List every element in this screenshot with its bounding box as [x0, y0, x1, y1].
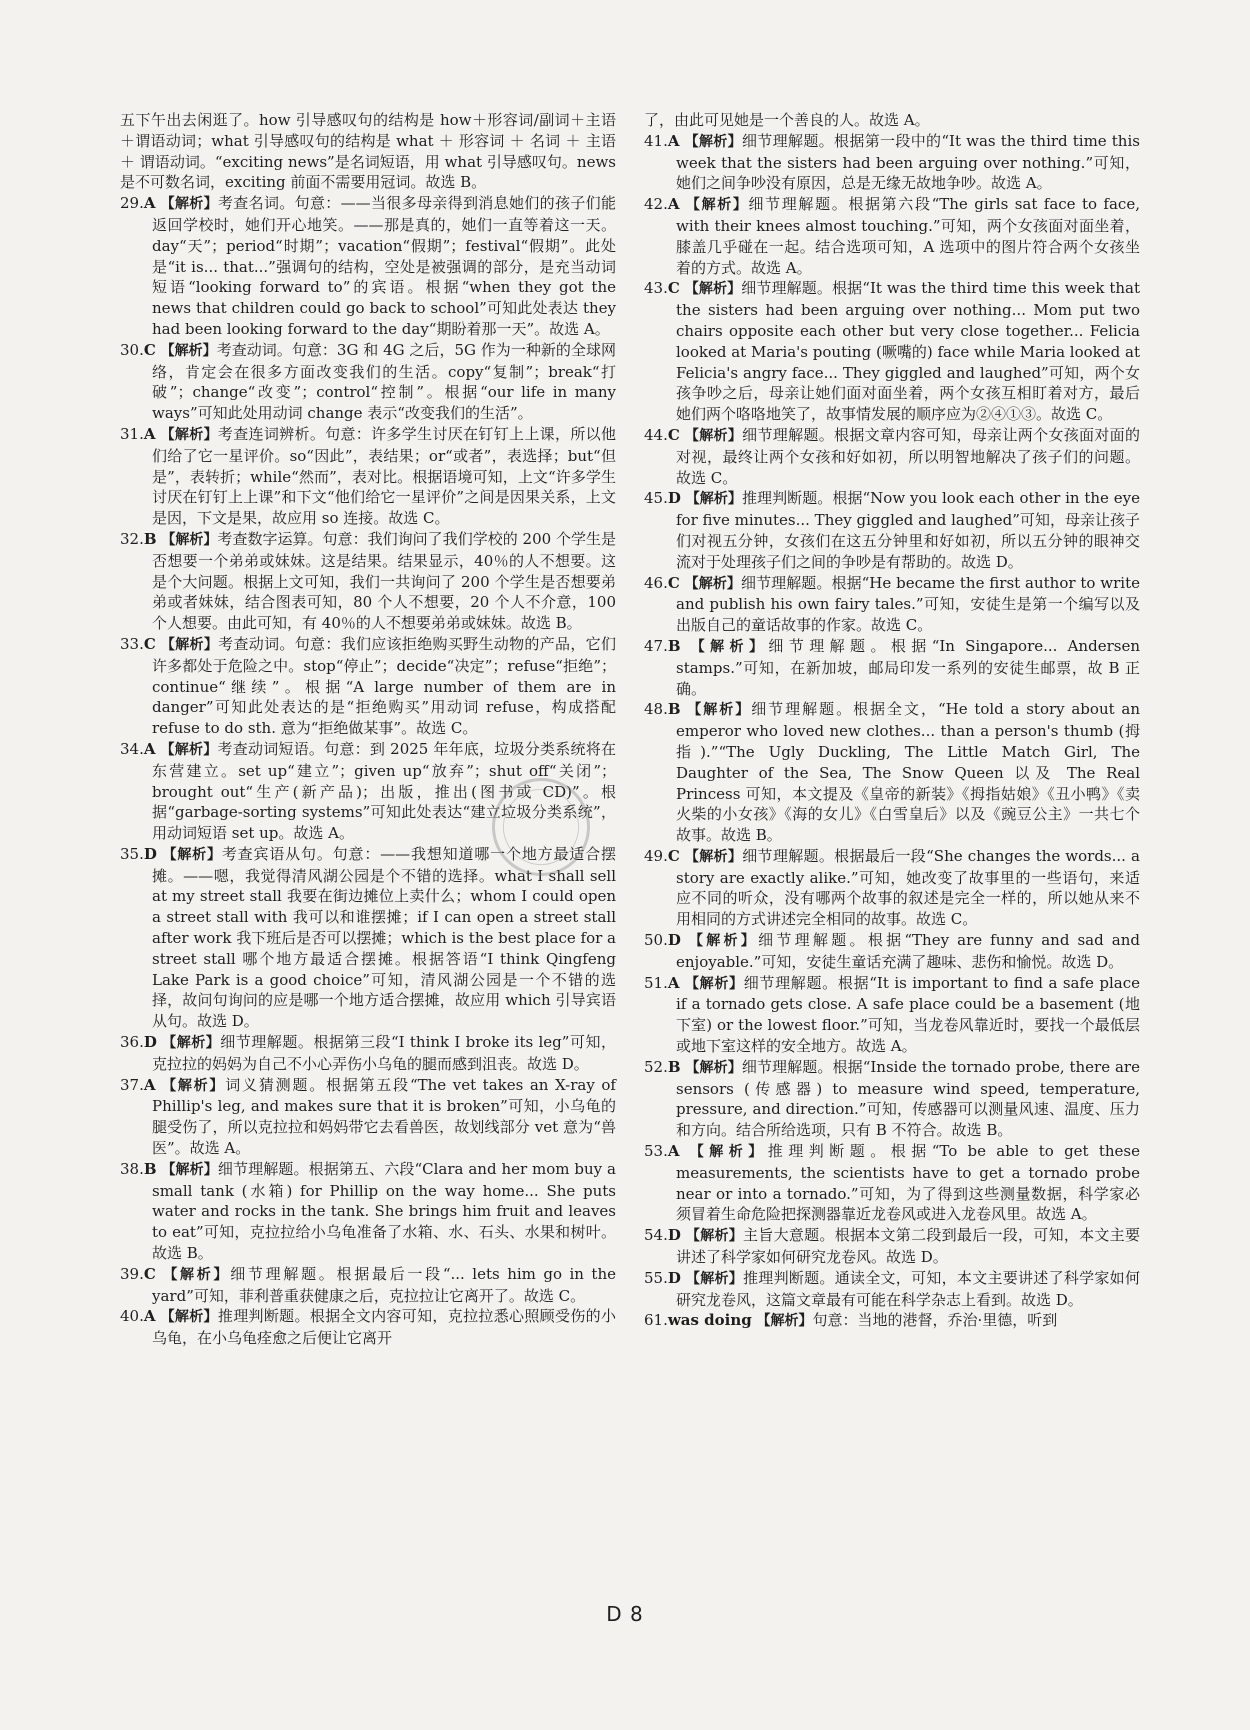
- explanation-text: 根据最后一段“... lets him go in the yard”可知，菲利普重获健康之后，克拉拉让它离开了。故选 C。: [152, 1264, 616, 1305]
- answer-letter: A: [143, 424, 156, 443]
- explanation-text: 根据第六段“The girls sat face to face, with their knees almost touching.”可知，两个女孩面对面坐着，膝盖几乎碰在一起。结合选项可知，A 选项中的图片符合两个女孩坐着的方式。故选 A。: [676, 195, 1140, 277]
- question-number: 43.: [644, 279, 668, 298]
- continued-text: [644, 110, 1140, 131]
- question-type: 细节理解题: [741, 279, 817, 298]
- analysis-tag: 【解析】: [685, 197, 749, 214]
- question-number: 30.: [120, 340, 144, 359]
- answer-entry: 53.A 【解析】推理判断题。根据“To be able to get these measurements, the scientists have to get a tornado probe near or into a tornado.”可知，为了得到这些测量数据，科学家必须冒着生命危险把探测器靠近龙卷风或进入龙卷风里。故选 A。: [644, 1142, 1140, 1224]
- answer-letter: C: [667, 279, 680, 298]
- explanation-text: 根据第五段“The vet takes an X-ray of Phillip's leg, and makes sure that it is broken”可知，小乌龟的腿受伤了，所以克拉拉和妈妈带它去看兽医，故划线部分 vet 意为“兽医”。故选 A。: [152, 1075, 616, 1158]
- explanation-text: 根据最后一段“She changes the words... a story are exactly alike.”可知，她改变了故事里的一些语句，来适应不同的听众，没有哪两个故事的叙述是完全一样的，所以她从来不用相同的方式讲述完全相同的故事。故选 C。: [676, 846, 1140, 929]
- answer-entry: [120, 340, 616, 424]
- question-number: 45.: [644, 489, 668, 508]
- question-number: 53.: [644, 1142, 668, 1161]
- answer-letter: B: [667, 1057, 681, 1076]
- explanation-text: 考查数字运算。句意：我们询问了我们学校的 200 个学生是否想要一个弟弟或妹妹。这是结果。结果显示，40％的人不想要。这是个大问题。根据上文可知，我们一共询问了 200 个学生是否想要弟弟或者妹妹，结合图表可知，80 个人不想要，20 个人不介意，100 个人想要。由此可知，有 40％的人不想要弟弟或妹妹。故选 B。: [152, 529, 617, 633]
- question-number: 51.: [644, 973, 668, 992]
- right-column: [644, 110, 1140, 1590]
- explanation-text: 句意：当地的港督，乔治·里德，听到: [812, 1311, 1058, 1330]
- two-column-body: [120, 110, 1140, 1590]
- question-number: 46.: [644, 573, 668, 592]
- question-number: 36.: [120, 1033, 144, 1052]
- answer-letter: B: [667, 636, 681, 655]
- analysis-tag: 【解析】: [162, 1035, 221, 1052]
- explanation-text: 五下午出去闲逛了。how 引导感叹句的结构是 how＋形容词/副词＋主语＋谓语动词；what 引导感叹句的结构是 what ＋ 形容词 ＋ 名词 ＋ 主语 ＋ 谓语动词。“exciting news”是名词短语，用 what 引导感叹句。news 是不可数名词，exciting 前面不需要用冠词。故选 B。: [120, 111, 616, 192]
- explanation-text: 根据第三段“I think I broke its leg”可知，克拉拉的妈妈为自己不小心弄伤小乌龟的腿而感到沮丧。故选 D。: [152, 1033, 616, 1073]
- answer-entry: [120, 634, 616, 739]
- analysis-tag: 【解析】: [684, 848, 743, 865]
- question-number: 44.: [644, 425, 668, 444]
- question-type: 细节理解题: [748, 195, 832, 214]
- analysis-tag: 【解析】: [685, 491, 742, 508]
- explanation-text: 根据全文内容可知，克拉拉悉心照顾受伤的小乌龟，在小乌龟痊愈之后便让它离开: [152, 1307, 616, 1348]
- answer-letter: C: [143, 634, 156, 653]
- page-number: D 8: [606, 1602, 644, 1626]
- analysis-tag: 【解析】: [162, 1077, 226, 1094]
- answer-letter: A: [143, 1307, 156, 1326]
- answer-entry: 36.D 【解析】细节理解题。根据第三段“I think I broke its leg”可知，克拉拉的妈妈为自己不小心弄伤小乌龟的腿而感到沮丧。故选 D。: [120, 1033, 616, 1073]
- answer-entry: [120, 193, 616, 340]
- analysis-tag: 【解析】: [160, 426, 218, 443]
- explanation-text: 考查连词辨析。句意：许多学生讨厌在钉钉上上课，所以他们给了它一星评价。so“因此”，表结果；or“或者”，表选择；but“但是”，表转折；while“然而”，表对比。根据语境可知，上文“许多学生讨厌在钉钉上上课”和下文“他们给它一星评价”之间是因果关系，上文是因，下文是果，故应用 so 连接。故选 C。: [152, 424, 616, 528]
- answer-letter: C: [143, 340, 156, 359]
- analysis-tag: 【解析】: [160, 342, 217, 359]
- question-number: 35.: [120, 844, 144, 863]
- question-type: 推理判断题: [741, 489, 818, 508]
- explanation-text: 考查动词。句意：我们应该拒绝购买野生动物的产品，它们许多都处于危险之中。stop“停止”；decide“决定”；refuse“拒绝”；continue“继续”。根据“A large number of them are in danger”可知此处表达的是“拒绝购买”用动词 refuse，构成搭配 refuse to do sth. 意为“拒绝做某事”。故选 C。: [152, 634, 617, 738]
- question-type: 细节理解题: [230, 1264, 319, 1283]
- question-type: 细节理解题: [741, 1057, 818, 1076]
- answer-letter: C: [667, 573, 680, 592]
- question-number: 48.: [644, 700, 668, 719]
- question-type: 推理判断题: [217, 1307, 295, 1326]
- answer-entry: [644, 1310, 1140, 1332]
- answer-entry: 39.C 【解析】细节理解题。根据最后一段“... lets him go in the yard”可知，菲利普重获健康之后，克拉拉让它离开了。故选 C。: [120, 1264, 616, 1305]
- analysis-tag: 【解析】: [685, 1270, 744, 1287]
- question-type: 细节理解题: [217, 1159, 294, 1178]
- question-type: 细节理解题: [220, 1033, 298, 1052]
- question-type: 推理判断题: [743, 1268, 820, 1287]
- explanation-text: 根据“It was the third time this week that the sisters had been arguing over nothing... Mom put two chairs opposite each other but very close together... Felicia looked at Maria's pouting (噘嘴的) face while Maria looked at Felicia's angry face... They giggled and laughed”可知，两个女孩争吵之后，母亲让她们面对面坐着，两个女孩互相盯着对方，最后她们两个咯咯地笑了，故事情发展的顺序应为②④①③。故选 C。: [676, 279, 1140, 424]
- answer-entry: 52.B 【解析】细节理解题。根据“Inside the tornado probe, there are sensors (传感器) to measure wind speed, temperature, pressure, and direction.”可知，传感器可以测量风速、温度、压力和方向。结合所给选项，只有 B 不符合。故选 B。: [644, 1057, 1140, 1140]
- answer-letter: A: [667, 973, 680, 992]
- question-number: 34.: [120, 739, 144, 758]
- answer-letter: A: [143, 739, 156, 758]
- answer-entry: 54.D 【解析】主旨大意题。根据本文第二段到最后一段，可知，本文主要讲述了科学家如何研究龙卷风。故选 D。: [644, 1226, 1140, 1267]
- analysis-tag: 【解析】: [684, 133, 742, 150]
- answer-entry: 51.A 【解析】细节理解题。根据“It is important to find a safe place if a tornado gets close. A safe place could be a basement (地下室) or the lowest floor.”可知，当龙卷风靠近时，要找一个最低层或地下室这样的安全地方。故选 A。: [644, 973, 1140, 1056]
- question-type: 细节理解题: [740, 573, 817, 592]
- question-number: 39.: [120, 1264, 144, 1283]
- question-number: 54.: [644, 1226, 668, 1245]
- answer-entry: 42.A 【解析】细节理解题。根据第六段“The girls sat face to face, with their knees almost touching.”可知，两个女孩面对面坐着，膝盖几乎碰在一起。结合选项可知，A 选项中的图片符合两个女孩坐着的方式。故选 A。: [644, 195, 1140, 277]
- question-number: 42.: [644, 195, 668, 214]
- answer-letter: A: [143, 1075, 156, 1094]
- answer-letter: C: [667, 846, 680, 865]
- answer-entry: 44.C 【解析】细节理解题。根据文章内容可知，母亲让两个女孩面对面的对视，最终让两个女孩和好如初，所以明智地解决了孩子们的问题。故选 C。: [644, 425, 1140, 487]
- analysis-tag: 【解析】: [684, 281, 742, 298]
- question-number: 61.: [644, 1311, 668, 1330]
- analysis-tag: 【解析】: [684, 575, 741, 592]
- analysis-tag: 【解析】: [685, 1228, 744, 1245]
- question-number: 29.: [120, 194, 144, 213]
- answer-entry: [120, 529, 616, 634]
- question-number: 40.: [120, 1307, 144, 1326]
- analysis-tag: 【解析】: [684, 975, 744, 992]
- answer-letter: C: [143, 1264, 156, 1283]
- analysis-tag: 【解析】: [160, 741, 218, 758]
- answer-letter: B: [667, 700, 681, 719]
- answer-entry: 46.C 【解析】细节理解题。根据“He became the first author to write and publish his own fairy tales.”可知，安徒生是第一个编写以及出版自己的童话故事的作家。故选 C。: [644, 573, 1140, 635]
- explanation-text: 考查动词短语。句意：到 2025 年年底，垃圾分类系统将在东营建立。set up“建立”；given up“放弃”；shut off“关闭”；brought out“生产(新产品)；出版，推出(图书或 CD)”。根据“garbage-sorting systems”可知此处表达“建立垃圾分类系统”，用动词短语 set up。故选 A。: [152, 739, 616, 843]
- answer-letter: B: [143, 529, 157, 548]
- analysis-tag: 【解析】: [161, 531, 218, 548]
- explanation-text: 根据“In Singapore... Andersen stamps.”可知，在新加坡，邮局印发一系列的安徒生邮票，故 B 正确。: [676, 636, 1140, 698]
- explanation-text: 根据全文，“He told a story about an emperor who loved new clothes... than a person's thumb (拇指).”“The Ugly Duckling, The Little Match Girl, The Daughter of the Sea, The Snow Queen 以及 The Real Princess 可知，本文提及《皇帝的新装》《拇指姑娘》《丑小鸭》《卖火柴的小女孩》《海的女儿》《白雪皇后》以及《豌豆公主》一共七个故事。故选 B。: [676, 700, 1140, 845]
- analysis-tag: 【解析】: [690, 638, 769, 655]
- question-number: 52.: [644, 1057, 668, 1076]
- analysis-tag: 【解析】: [688, 933, 759, 950]
- question-type: 细节理解题: [751, 700, 837, 719]
- question-type: 细节理解题: [742, 425, 819, 444]
- answer-letter: A: [143, 194, 156, 213]
- question-number: 33.: [120, 634, 144, 653]
- answer-letter: D: [143, 844, 157, 863]
- answer-letter: D: [667, 1226, 681, 1245]
- analysis-tag: 【解析】: [161, 1161, 218, 1178]
- answer-letter: D: [667, 489, 681, 508]
- question-number: 49.: [644, 846, 668, 865]
- analysis-tag: 【解析】: [687, 702, 752, 719]
- answer-letter: B: [143, 1159, 157, 1178]
- answer-letter: D: [667, 1268, 681, 1287]
- question-number: 50.: [644, 931, 668, 950]
- question-type: 细节理解题: [768, 636, 871, 655]
- explanation-text: 根据“They are funny and sad and enjoyable.”可知，安徒生童话充满了趣味、悲伤和愉悦。故选 D。: [676, 931, 1140, 971]
- analysis-tag: 【解析】: [160, 196, 218, 213]
- explanation-text: 根据“Now you look each other in the eye for five minutes... They giggled and laughed”可知，母亲让孩子们对视五分钟，女孩们在这五分钟里和好如初，所以五分钟的眼神交流对于处理孩子们之间的争吵是有帮助的。故选 D。: [676, 489, 1140, 571]
- question-type: 推理判断题: [767, 1142, 871, 1161]
- explanation-text: 根据第五、六段“Clara and her mom buy a small tank (水箱) for Phillip on the way home... She puts water and rocks in the tank. She brings him fruit and leaves to eat”可知，克拉拉给小乌龟准备了水箱、水、石头、水果和树叶。故选 B。: [152, 1159, 616, 1263]
- explanation-text: 根据第一段中的“It was the third time this week that the sisters had been arguing over nothing.”可知，她们之间争吵没有原因，总是无缘无故地争吵。故选 A。: [676, 131, 1140, 193]
- question-type: 词义猜测题: [225, 1075, 310, 1094]
- explanation-text: 了，由此可见她是一个善良的人。故选 A。: [644, 111, 930, 129]
- question-type: 细节理解题: [742, 846, 819, 865]
- question-type: 细节理解题: [741, 131, 819, 150]
- question-type: 主旨大意题: [743, 1226, 820, 1245]
- explanation-text: 根据“It is important to find a safe place if a tornado gets close. A safe place could be a basement (地下室) or the lowest floor.”可知，当龙卷风靠近时，要找一个最低层或地下室这样的安全地方。故选 A。: [676, 973, 1140, 1056]
- question-number: 32.: [120, 529, 144, 548]
- question-number: 37.: [120, 1075, 144, 1094]
- answer-entry: [120, 424, 616, 529]
- answer-letter: A: [667, 1142, 680, 1161]
- question-number: 38.: [120, 1159, 144, 1178]
- answer-entry: 41.A 【解析】细节理解题。根据第一段中的“It was the third time this week that the sisters had been arguing over nothing.”可知，她们之间争吵没有原因，总是无缘无故地争吵。故选 A。: [644, 131, 1140, 193]
- answer-entry: 47.B 【解析】细节理解题。根据“In Singapore... Andersen stamps.”可知，在新加坡，邮局印发一系列的安徒生邮票，故 B 正确。: [644, 636, 1140, 698]
- question-number: 55.: [644, 1268, 668, 1287]
- answer-entry: 40.A 【解析】推理判断题。根据全文内容可知，克拉拉悉心照顾受伤的小乌龟，在小乌龟痊愈之后便让它离开: [120, 1307, 616, 1348]
- question-number: 47.: [644, 636, 668, 655]
- explanation-text: 根据“To be able to get these measurements, the scientists have to get a tornado probe near or into a tornado.”可知，为了得到这些测量数据，科学家必须冒着生命危险把探测器靠近龙卷风或进入龙卷风里。故选 A。: [676, 1142, 1140, 1224]
- answer-entry: 45.D 【解析】推理判断题。根据“Now you look each other in the eye for five minutes... They giggled and laughed”可知，母亲让孩子们对视五分钟，女孩们在这五分钟里和好如初，所以五分钟的眼神交流对于处理孩子们之间的争吵是有帮助的。故选 D。: [644, 489, 1140, 571]
- answer-letter: A: [667, 131, 680, 150]
- analysis-tag: 【解析】: [685, 1059, 742, 1076]
- analysis-tag: 【解析】: [684, 427, 743, 444]
- answer-letter: D: [667, 931, 681, 950]
- question-type: 细节理解题: [758, 931, 850, 950]
- explanation-text: 根据文章内容可知，母亲让两个女孩面对面的对视，最终让两个女孩和好如初，所以明智地解决了孩子们的问题。故选 C。: [676, 425, 1140, 487]
- analysis-tag: 【解析】: [689, 1144, 768, 1161]
- answer-letter: C: [667, 425, 680, 444]
- answer-entry: 49.C 【解析】细节理解题。根据最后一段“She changes the words... a story are exactly alike.”可知，她改变了故事里的一些语句，来适应不同的听众，没有哪两个故事的叙述是完全一样的，所以她从来不用相同的方式讲述完全相同的故事。故选 C。: [644, 846, 1140, 929]
- answer-entry: 55.D 【解析】推理判断题。通读全文，可知，本文主要讲述了科学家如何研究龙卷风，这篇文章最有可能在科学杂志上看到。故选 D。: [644, 1268, 1140, 1309]
- explanation-text: 根据“Inside the tornado probe, there are sensors (传感器) to measure wind speed, temperature, pressure, and direction.”可知，传感器可以测量风速、温度、压力和方向。结合所给选项，只有 B 不符合。故选 B。: [676, 1057, 1140, 1140]
- answer-entry: 37.A 【解析】词义猜测题。根据第五段“The vet takes an X-ray of Phillip's leg, and makes sure that it is broken”可知，小乌龟的腿受伤了，所以克拉拉和妈妈带它去看兽医，故划线部分 vet 意为“兽医”。故选 A。: [120, 1075, 616, 1158]
- analysis-tag: 【解析】: [163, 1266, 231, 1283]
- question-type: 细节理解题: [743, 973, 823, 992]
- analysis-tag: 【解析】: [162, 846, 222, 863]
- analysis-tag: 【解析】: [160, 636, 219, 653]
- question-number: 41.: [644, 131, 668, 150]
- answer-letter: D: [143, 1033, 157, 1052]
- analysis-tag: 【解析】: [756, 1313, 813, 1330]
- answer-letter: A: [667, 195, 680, 214]
- explanation-text: 根据“He became the first author to write and publish his own fairy tales.”可知，安徒生是第一个编写以及出版自己的童话故事的作家。故选 C。: [676, 573, 1140, 635]
- explanation-text: 考查动词。句意：3G 和 4G 之后，5G 作为一种新的全球网络，肯定会在很多方面改变我们的生活。copy“复制”；break“打破”；change“改变”；control“控制”。根据“our life in many ways”可知此处用动词 change 表示“改变我们的生活”。: [152, 340, 616, 423]
- question-number: 31.: [120, 424, 144, 443]
- explanation-text: 通读全文，可知，本文主要讲述了科学家如何研究龙卷风，这篇文章最有可能在科学杂志上看到。故选 D。: [676, 1268, 1140, 1309]
- answer-letter: was doing: [667, 1311, 752, 1330]
- answer-entry: 38.B 【解析】细节理解题。根据第五、六段“Clara and her mom buy a small tank (水箱) for Phillip on the way home... She puts water and rocks in the tank. She brings him fruit and leaves to eat”可知，克拉拉给小乌龟准备了水箱、水、石头、水果和树叶。故选 B。: [120, 1159, 616, 1263]
- continued-text: [120, 110, 616, 193]
- answer-entry: 48.B 【解析】细节理解题。根据全文，“He told a story about an emperor who loved new clothes... than a person's thumb (拇指).”“The Ugly Duckling, The Little Match Girl, The Daughter of the Sea, The Snow Queen 以及 The Real Princess 可知，本文提及《皇帝的新装》《拇指姑娘》《丑小鸭》《卖火柴的小女孩》《海的女儿》《白雪皇后》以及《豌豆公主》一共七个故事。故选 B。: [644, 700, 1140, 845]
- explanation-text: 根据本文第二段到最后一段，可知，本文主要讲述了科学家如何研究龙卷风。故选 D。: [676, 1226, 1140, 1267]
- answer-entry: 50.D 【解析】细节理解题。根据“They are funny and sad and enjoyable.”可知，安徒生童话充满了趣味、悲伤和愉悦。故选 D。: [644, 931, 1140, 971]
- explanation-text: 考查宾语从句。句意：——我想知道哪一个地方最适合摆摊。——嗯，我觉得清风湖公园是个不错的选择。what I shall sell at my street stall 我要在街边摊位上卖什么；whom I could open a street stall with 我可以和谁摆摊；if I can open a street stall after work 我下班后是否可以摆摊；which is the best place for a street stall 哪个地方最适合摆摊。根据答语“I think Qingfeng Lake Park is a good choice”可知，清风湖公园是一个不错的选择，故问句询问的应是哪一个地方适合摆摊，故应用 which 引导宾语从句。故选 D。: [152, 844, 616, 1031]
- answer-entry: 43.C 【解析】细节理解题。根据“It was the third time this week that the sisters had been arguing over nothing... Mom put two chairs opposite each other but very close together... Felicia looked at Maria's pouting (噘嘴的) face while Maria looked at Felicia's angry face... They giggled and laughed”可知，两个女孩争吵之后，母亲让她们面对面坐着，两个女孩互相盯着对方，最后她们两个咯咯地笑了，故事情发展的顺序应为②④①③。故选 C。: [644, 279, 1140, 424]
- explanation-text: 考查名词。句意：——当很多母亲得到消息她们的孩子们能返回学校时，她们开心地笑。——那是真的，她们一直等着这一天。day“天”；period“时期”；vacation“假期”；festival“假期”。此处是“it is... that...”强调句的结构，空处是被强调的部分，是充当动词短语“looking forward to”的宾语。根据“when they got the news that children could go back to school”可知此处表达 they had been looking forward to the day“期盼着那一天”。故选 A。: [152, 194, 616, 338]
- analysis-tag: 【解析】: [160, 1309, 218, 1326]
